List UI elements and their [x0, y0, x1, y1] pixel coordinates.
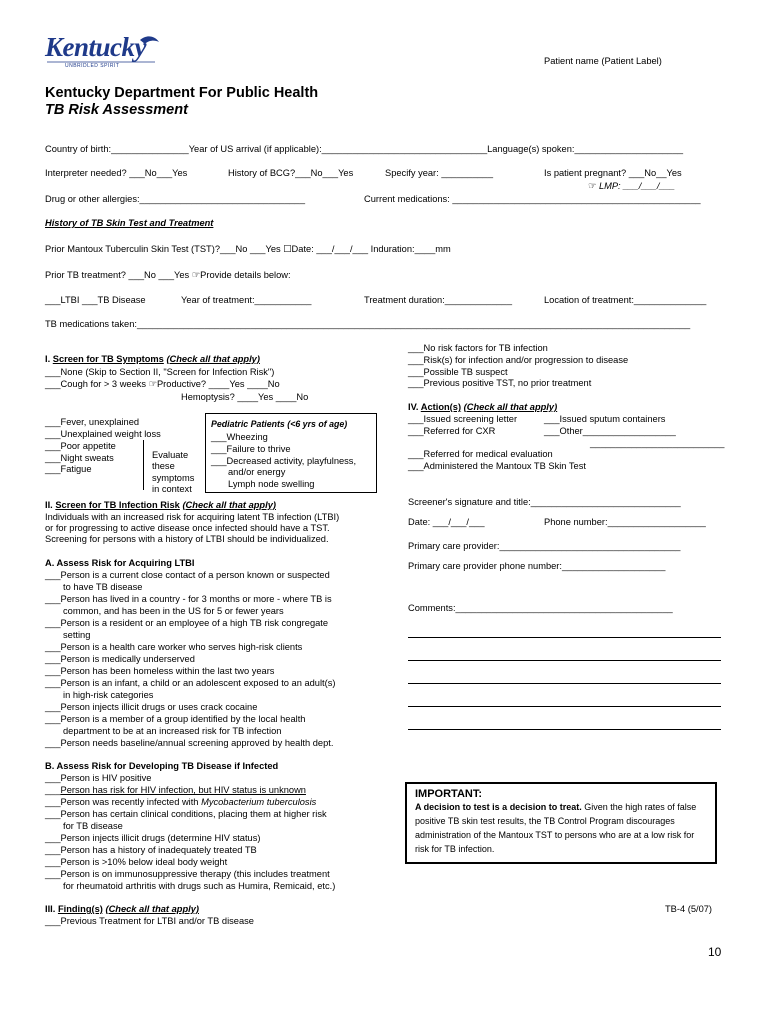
- action-screening-letter[interactable]: ___Issued screening letter: [408, 414, 518, 424]
- section-3-heading: [45, 903, 199, 915]
- comment-line[interactable]: [408, 637, 721, 638]
- risk-b-item: for TB disease: [63, 821, 123, 831]
- logo-tagline: UNBRIDLED SPIRIT: [65, 63, 120, 69]
- productive-label: Productive? ____Yes ____No: [156, 379, 280, 389]
- bcg-field[interactable]: History of BCG?___No___Yes: [228, 168, 354, 178]
- risk-a-item[interactable]: ___Person is an infant, a child or an adolescent exposed to an adult(s): [45, 678, 336, 688]
- section-1-heading: [45, 353, 260, 365]
- important-box: [405, 782, 717, 864]
- risk-b-heading: B. Assess Risk for Developing TB Disease if Infected: [45, 761, 279, 771]
- comment-line[interactable]: [408, 729, 721, 730]
- risk-b-item[interactable]: ___Person is HIV positive: [45, 773, 152, 783]
- finding-item[interactable]: ___No risk factors for TB infection: [408, 343, 548, 353]
- symptom-item[interactable]: ___Fatigue: [45, 464, 92, 474]
- pointing-hand-icon: ☞: [588, 181, 597, 191]
- section-2-intro: Individuals with an increased risk for acquiring latent TB infection (LTBI): [45, 512, 340, 522]
- action-sputum[interactable]: ___Issued sputum containers: [544, 414, 666, 424]
- prior-treatment-label: Prior TB treatment? ___No ___Yes: [45, 270, 190, 280]
- symptom-item[interactable]: ___Fever, unexplained: [45, 417, 140, 427]
- important-body: Given the high rates of false positive TB skin test results, the TB Control Program discourages administration of the Mantoux TST to persons who are at a low risk for risk for TB infection.: [415, 802, 697, 854]
- risk-b-item[interactable]: ___Person is on immunosuppressive therapy (this includes treatment: [45, 869, 330, 879]
- pediatric-item[interactable]: ___Failure to thrive: [211, 444, 291, 454]
- section-4-note: (Check all that apply): [463, 402, 558, 412]
- finding-item[interactable]: ___Possible TB suspect: [408, 367, 508, 377]
- important-bold: A decision to test is a decision to treat.: [415, 802, 582, 812]
- risk-a-item[interactable]: ___Person has been homeless within the last two years: [45, 666, 275, 676]
- myco-label: Mycobacterium tuberculosis: [201, 797, 317, 807]
- hemoptysis-option[interactable]: Hemoptysis? ____Yes ____No: [181, 392, 309, 402]
- section-3-title: Finding(s): [57, 904, 103, 914]
- evaluate-bracket: [143, 440, 150, 490]
- pointing-hand-icon: ☞: [191, 270, 201, 280]
- finding-item[interactable]: ___Risk(s) for infection and/or progression to disease: [408, 355, 629, 365]
- section-2-note: (Check all that apply): [182, 500, 276, 510]
- comment-line[interactable]: [408, 706, 721, 707]
- section-4-prefix: IV.: [408, 402, 419, 412]
- provider-field[interactable]: Primary care provider:___________________________________: [408, 541, 681, 551]
- provider-phone-field[interactable]: Primary care provider phone number:____________________: [408, 561, 666, 571]
- date-field[interactable]: Date: ___/___/___: [408, 517, 485, 527]
- risk-b-item[interactable]: ___Person has risk for HIV infection, but HIV status is unknown: [45, 785, 306, 795]
- risk-a-item[interactable]: ___Person needs baseline/annual screening approved by health dept.: [45, 738, 334, 748]
- history-heading: History of TB Skin Test and Treatment: [45, 218, 214, 228]
- prior-treatment-field[interactable]: [45, 269, 291, 281]
- prior-tst-field[interactable]: Prior Mantoux Tuberculin Skin Test (TST)?___No ___Yes ☐Date: ___/___/___ Induration:____mm: [45, 244, 451, 254]
- important-title: IMPORTANT:: [415, 788, 483, 800]
- current-medications-field[interactable]: Current medications: ________________________________________________: [364, 194, 701, 204]
- evaluate-note: these: [152, 461, 175, 471]
- section-2-intro: or for progressing to active disease once infected should have a TST.: [45, 523, 330, 533]
- action-cxr[interactable]: ___Referred for CXR: [408, 426, 496, 436]
- page-number: 10: [708, 945, 722, 959]
- allergies-field[interactable]: Drug or other allergies:________________________________: [45, 194, 306, 204]
- risk-b-item[interactable]: ___Person has certain clinical conditions, placing them at higher risk: [45, 809, 327, 819]
- risk-a-item: setting: [63, 630, 91, 640]
- risk-b-item[interactable]: [45, 796, 316, 808]
- cough-label: ___Cough for > 3 weeks: [45, 379, 147, 389]
- screener-signature-field[interactable]: Screener's signature and title:_____________________________: [408, 497, 681, 507]
- symptom-item[interactable]: ___Night sweats: [45, 453, 114, 463]
- patient-label: Patient name (Patient Label): [544, 56, 662, 66]
- lmp-label: LMP: ___/___/___: [598, 181, 675, 191]
- tb-medications-field[interactable]: TB medications taken:___________________________________________________________________________________________________________: [45, 319, 691, 329]
- pediatric-item[interactable]: ___Wheezing: [211, 432, 268, 442]
- section-2-heading: [45, 499, 276, 511]
- risk-b-item: for rheumatoid arthritis with drugs such as Humira, Remicaid, etc.): [63, 881, 336, 891]
- risk-a-item[interactable]: ___Person is a health care worker who serves high-risk clients: [45, 642, 303, 652]
- section-1-title: Screen for TB Symptoms: [52, 354, 164, 364]
- action-medical[interactable]: ___Referred for medical evaluation: [408, 449, 553, 459]
- section-2-prefix: II.: [45, 500, 53, 510]
- provide-details-label: Provide details below:: [200, 270, 291, 280]
- form-number: TB-4 (5/07): [665, 904, 713, 914]
- action-other[interactable]: ___Other__________________: [544, 426, 676, 436]
- risk-a-item[interactable]: ___Person is a current close contact of a person known or suspected: [45, 570, 330, 580]
- pediatric-title: Pediatric Patients (<6 yrs of age): [211, 419, 348, 429]
- finding-item[interactable]: ___Previous Treatment for LTBI and/or TB disease: [45, 916, 254, 926]
- section-3-note: (Check all that apply): [105, 904, 199, 914]
- finding-item[interactable]: ___Previous positive TST, no prior treatment: [408, 378, 592, 388]
- logo-text: Kentucky: [45, 32, 146, 62]
- myco-prefix: ___Person was recently infected with: [45, 797, 202, 807]
- hiv-unknown-label: Person has risk for HIV infection, but HIV status is unknown: [60, 785, 306, 795]
- risk-a-item: in high-risk categories: [63, 690, 154, 700]
- section-1-prefix: I.: [45, 354, 51, 364]
- symptom-item[interactable]: ___Poor appetite: [45, 441, 116, 451]
- symptom-cough-option[interactable]: [45, 378, 280, 390]
- country-of-birth-field[interactable]: Country of birth:_______________Year of US arrival (if applicable):________________________________Language(s) spoken:_____________________: [45, 144, 684, 154]
- pointing-hand-icon: ☞: [148, 379, 157, 389]
- comment-line[interactable]: [408, 660, 721, 661]
- specify-year-field[interactable]: Specify year: __________: [385, 168, 494, 178]
- symptom-none-option[interactable]: ___None (Skip to Section II, "Screen for Infection Risk"): [45, 367, 275, 377]
- pregnant-field[interactable]: Is patient pregnant? ___No__Yes: [544, 168, 682, 178]
- risk-a-item[interactable]: ___Person is a member of a group identified by the local health: [45, 714, 306, 724]
- comment-line[interactable]: [408, 683, 721, 684]
- treatment-location-field[interactable]: Location of treatment:______________: [544, 295, 707, 305]
- pediatric-item: and/or energy: [228, 467, 286, 477]
- risk-a-item: to have TB disease: [63, 582, 143, 592]
- treatment-duration-field[interactable]: Treatment duration:_____________: [364, 295, 513, 305]
- pediatric-item[interactable]: ___Decreased activity, playfulness,: [211, 456, 357, 466]
- lmp-field[interactable]: [588, 180, 675, 192]
- phone-field[interactable]: Phone number:___________________: [544, 517, 706, 527]
- department-title: Kentucky Department For Public Health: [45, 85, 319, 101]
- risk-a-item[interactable]: ___Person is medically underserved: [45, 654, 195, 664]
- symptom-item[interactable]: ___Unexplained weight loss: [45, 429, 161, 439]
- interpreter-field[interactable]: Interpreter needed? ___No___Yes: [45, 168, 188, 178]
- risk-a-item: common, and has been in the US for 5 or fewer years: [63, 606, 284, 616]
- action-other-line[interactable]: __________________________: [590, 438, 725, 448]
- ltbi-tb-disease-field[interactable]: ___LTBI ___TB Disease: [45, 295, 146, 305]
- year-of-treatment-field[interactable]: Year of treatment:___________: [181, 295, 312, 305]
- action-mantoux[interactable]: ___Administered the Mantoux TB Skin Test: [408, 461, 586, 471]
- section-1-note: (Check all that apply): [166, 354, 260, 364]
- risk-a-item[interactable]: ___Person injects illicit drugs or uses crack cocaine: [45, 702, 258, 712]
- section-2-title: Screen for TB Infection Risk: [55, 500, 180, 510]
- pediatric-item[interactable]: Lymph node swelling: [228, 479, 315, 489]
- section-3-prefix: III.: [45, 904, 56, 914]
- risk-b-item[interactable]: ___Person has a history of inadequately treated TB: [45, 845, 257, 855]
- evaluate-note: in context: [152, 484, 192, 494]
- evaluate-note: Evaluate: [152, 450, 189, 460]
- form-title: TB Risk Assessment: [45, 102, 188, 118]
- risk-a-item[interactable]: ___Person has lived in a country - for 3 months or more - where TB is: [45, 594, 332, 604]
- risk-a-item: department to be at an increased risk for TB infection: [63, 726, 282, 736]
- risk-a-heading: A. Assess Risk for Acquiring LTBI: [45, 558, 195, 568]
- risk-b-item[interactable]: ___Person injects illicit drugs (determine HIV status): [45, 833, 261, 843]
- important-text: [415, 800, 707, 856]
- risk-a-item[interactable]: ___Person is a resident or an employee of a high TB risk congregate: [45, 618, 329, 628]
- evaluate-note: symptoms: [152, 473, 195, 483]
- section-4-title: Action(s): [420, 402, 462, 412]
- comments-field[interactable]: Comments:__________________________________________: [408, 603, 673, 613]
- section-4-heading: [408, 401, 557, 413]
- risk-b-item[interactable]: ___Person is >10% below ideal body weight: [45, 857, 228, 867]
- section-2-intro: Screening for persons with a history of LTBI should be individualized.: [45, 534, 329, 544]
